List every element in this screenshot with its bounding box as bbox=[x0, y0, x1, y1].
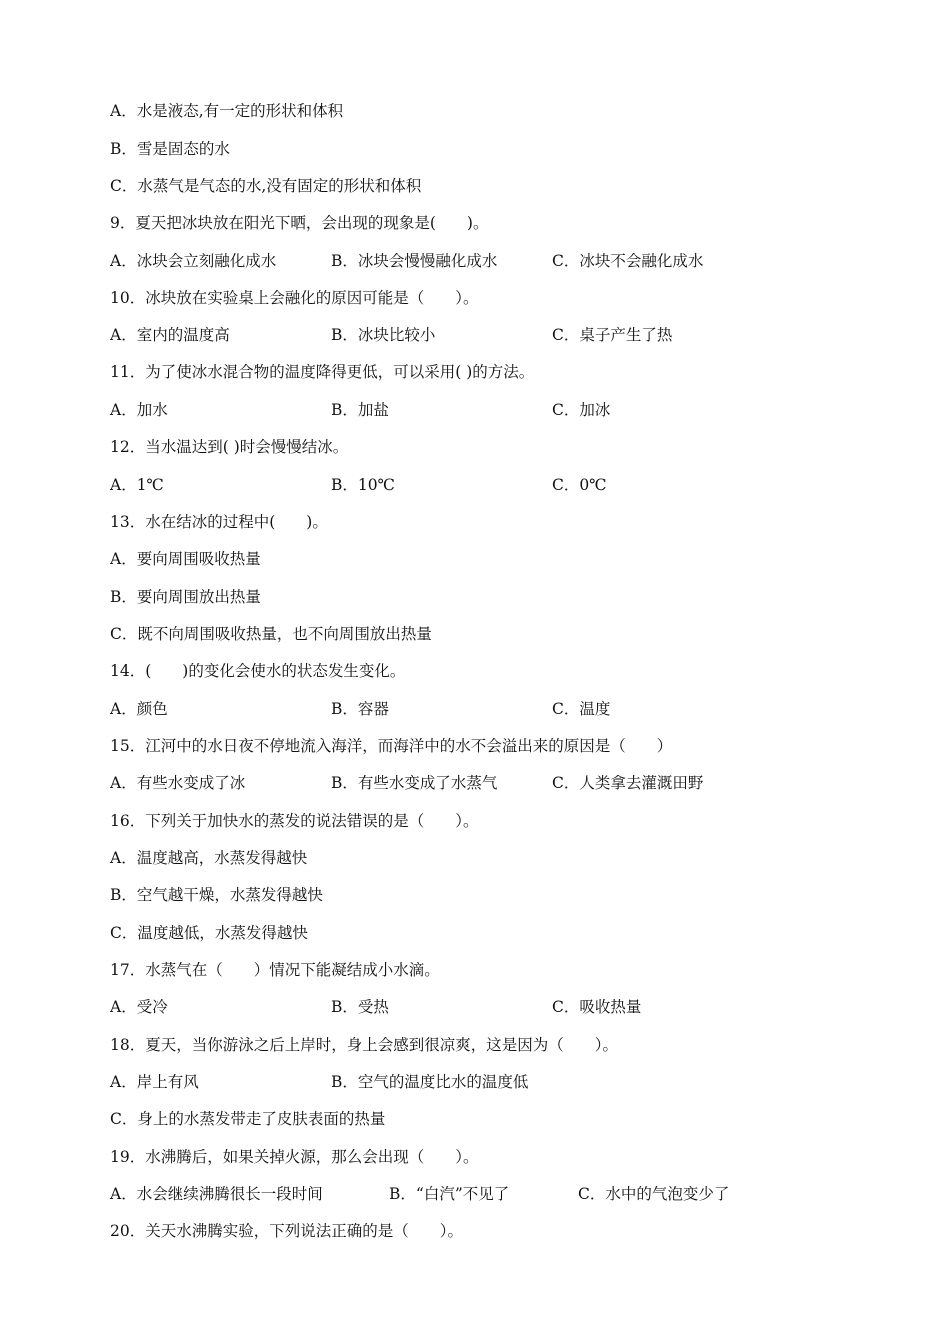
option-c: C．身上的水蒸发带走了皮肤表面的热量 bbox=[110, 1110, 386, 1128]
question-stem: 19．水沸腾后，如果关掉火源，那么会出现（ ）。 bbox=[110, 1148, 479, 1166]
option-c: C．水中的气泡变少了 bbox=[578, 1185, 730, 1203]
option-c: C．桌子产生了热 bbox=[552, 326, 673, 344]
option-b: B．冰块比较小 bbox=[331, 326, 436, 344]
question-stem: 15．江河中的水日夜不停地流入海洋，而海洋中的水不会溢出来的原因是（ ） bbox=[110, 737, 673, 755]
option-b: B．空气的温度比水的温度低 bbox=[331, 1073, 529, 1091]
question-stem: 12．当水温达到( )时会慢慢结冰。 bbox=[110, 438, 349, 456]
option-b: B．“白汽”不见了 bbox=[389, 1185, 510, 1203]
option-b: B．冰块会慢慢融化成水 bbox=[331, 252, 498, 270]
option-text: A．水是液态,有一定的形状和体积 bbox=[110, 102, 344, 120]
option-a: A．冰块会立刻融化成水 bbox=[110, 252, 277, 270]
option-a: A．颜色 bbox=[110, 700, 168, 718]
option-text: C．水蒸气是气态的水,没有固定的形状和体积 bbox=[110, 177, 422, 195]
option-c: C．0℃ bbox=[552, 476, 607, 494]
option-a: A．温度越高，水蒸发得越快 bbox=[110, 849, 308, 867]
question-stem: 11．为了使冰水混合物的温度降得更低，可以采用( )的方法。 bbox=[110, 363, 535, 381]
option-c: C．吸收热量 bbox=[552, 998, 642, 1016]
question-stem: 13．水在结冰的过程中( )。 bbox=[110, 513, 328, 531]
option-c: C．人类拿去灌溉田野 bbox=[552, 774, 704, 792]
option-b: B．有些水变成了水蒸气 bbox=[331, 774, 498, 792]
option-a: A．室内的温度高 bbox=[110, 326, 230, 344]
question-stem: 17．水蒸气在（ ）情况下能凝结成小水滴。 bbox=[110, 961, 440, 979]
option-b: B．加盐 bbox=[331, 401, 389, 419]
option-a: A．有些水变成了冰 bbox=[110, 774, 246, 792]
option-a: A．水会继续沸腾很长一段时间 bbox=[110, 1185, 323, 1203]
option-b: B．要向周围放出热量 bbox=[110, 588, 261, 606]
option-a: A．岸上有风 bbox=[110, 1073, 199, 1091]
option-b: B．空气越干燥，水蒸发得越快 bbox=[110, 886, 323, 904]
question-stem: 18．夏天，当你游泳之后上岸时，身上会感到很凉爽，这是因为（ ）。 bbox=[110, 1036, 618, 1054]
option-c: C．冰块不会融化成水 bbox=[552, 252, 704, 270]
option-b: B．容器 bbox=[331, 700, 389, 718]
option-a: A．要向周围吸收热量 bbox=[110, 550, 261, 568]
option-c: C．温度 bbox=[552, 700, 611, 718]
question-stem: 16．下列关于加快水的蒸发的说法错误的是（ ）。 bbox=[110, 812, 479, 830]
question-stem: 14．( )的变化会使水的状态发生变化。 bbox=[110, 662, 406, 680]
option-a: A．加水 bbox=[110, 401, 168, 419]
option-text: B．雪是固态的水 bbox=[110, 140, 230, 158]
option-a: A．1℃ bbox=[110, 476, 164, 494]
option-c: C．加冰 bbox=[552, 401, 611, 419]
option-b: B．受热 bbox=[331, 998, 389, 1016]
option-a: A．受冷 bbox=[110, 998, 168, 1016]
option-c: C．温度越低，水蒸发得越快 bbox=[110, 924, 308, 942]
option-c: C．既不向周围吸收热量，也不向周围放出热量 bbox=[110, 625, 432, 643]
option-b: B．10℃ bbox=[331, 476, 395, 494]
question-stem: 9．夏天把冰块放在阳光下晒，会出现的现象是( )。 bbox=[110, 214, 489, 232]
question-stem: 10．冰块放在实验桌上会融化的原因可能是（ ）。 bbox=[110, 289, 479, 307]
question-stem: 20．关天水沸腾实验，下列说法正确的是（ ）。 bbox=[110, 1222, 463, 1240]
